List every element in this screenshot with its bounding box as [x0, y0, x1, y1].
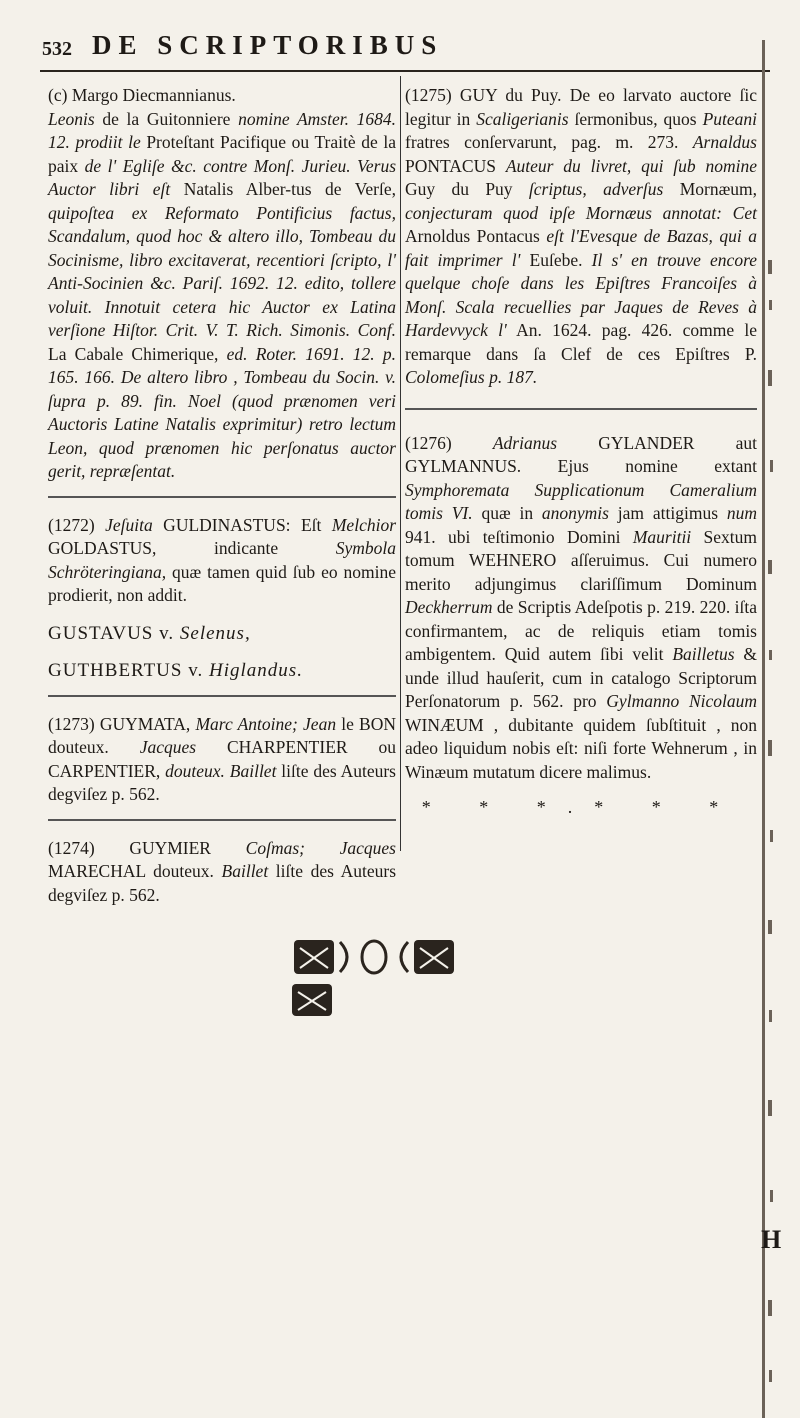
entry-1276-h: 941. ubi teſtimonio Domini — [405, 526, 633, 547]
section-rule — [48, 819, 396, 821]
entry-1272-number: (1272) — [48, 514, 95, 535]
entry-1276-a: Adrianus — [492, 432, 558, 453]
entry-1273-g: liſte des Auteurs degviſez p. 562. — [48, 760, 396, 804]
entry-1276-j: Sextum tomum WEHNERO aſſeruimus. Cui numero merito adjungimus clariſſimum Dominum — [405, 526, 757, 594]
entry-1272-c: Melchior — [331, 514, 397, 535]
entry-1272-a: Jeſuita — [105, 514, 153, 535]
entry-c — [48, 84, 396, 484]
entry-1275-b: Scaligerianis — [476, 108, 569, 129]
entry-c-name: Margo Diecmannianus. — [71, 85, 236, 105]
entry-1275-q: An. 1624. pag. 426. comme le remarque dans ſa Clef de ces Epiſtres P. — [405, 320, 757, 364]
guthbertus-ref: Higlandus. — [209, 660, 303, 681]
printers-ornament-icon — [274, 930, 474, 1030]
section-rule — [48, 496, 396, 498]
entry-1272-f: quæ tamen quid ſub eo nomine prodierit, non addit. — [48, 561, 396, 605]
entry-1272 — [48, 514, 396, 608]
entry-c-label: (c) — [48, 85, 68, 105]
entry-1275-r: Colomeſius p. 187. — [405, 367, 538, 387]
entry-1273-f: douteux. Baillet — [165, 760, 277, 781]
page-edge-bleed — [760, 40, 800, 1418]
entry-1275-p: Il s' en trouve encore quelque choſe dans les Epiſtres Francoiſes à Monſ. Scala recuellies par Jaques de Reves à Hardevvyck l' — [405, 249, 757, 340]
entry-1273-e: CHARPENTIER ou CARPENTIER, — [48, 737, 396, 781]
entry-c-text-2b: Proteſtant Pacifique ou Traitè de la paix — [48, 132, 396, 176]
entry-1273-c: le BON douteux. — [48, 713, 397, 757]
entry-1276-l: de Scriptis Adeſpotis p. 219. 220. iſta confirmantem, ac de reliquis etiam tomis ambigentem. Quid autem ſibi velit — [405, 597, 757, 664]
entry-1275-m: Arnoldus Pontacus — [405, 226, 547, 246]
column-divider — [400, 76, 401, 851]
edge-letter: H — [761, 1225, 782, 1254]
entry-1276-c: Symphoremata Supplicationum Cameralium tomis VI. — [405, 479, 757, 523]
entry-c-text-4: quipoſtea ex Reformato Pontificius factus, Scandalum, quod hoc & altero illo, Tombeau du Socinisme, libro excitaverat, recentiori ſcripto, l' Anti-Socinien &c. Pariſ. 1692. 12. edito, tollere voluit. Innotuit cetera hic Auctor ex Latina verſione Hiſtor. Crit. V. T. Rich. Simonis. Conf. — [48, 202, 396, 340]
entry-1274 — [48, 837, 396, 908]
entry-c-text-2a: 1684. 12. prodiit le — [48, 108, 397, 152]
entry-1276-i: Mauritii — [632, 526, 692, 547]
entry-1276-n: & unde illud hauſerit, cum in catalogo Scriptorum Perſonatorum p. 562. pro — [405, 644, 757, 711]
entry-1276 — [405, 432, 757, 785]
entry-c-text-2c: de l' Egliſe &c. contre Monſ. Jurieu. Verus Auctor libri eſt — [48, 155, 397, 199]
entry-1276-p: WINÆUM , dubitante quidem ſubſtituit , non adeo liquidum nobis eſt: niſi forte Wehnerum , in Winæum mutatum dicere malimus. — [405, 714, 757, 782]
entry-1274-b: Coſmas; Jacques — [245, 837, 396, 858]
entry-1275-e: fratres conſervarunt, pag. m. 273. — [405, 132, 693, 152]
entry-1276-d: quæ in — [472, 503, 542, 523]
guthbertus-v: v. — [182, 660, 210, 681]
entry-1276-g: num — [726, 503, 757, 523]
entry-guthbertus — [48, 659, 396, 683]
page-number: 532 — [42, 38, 72, 60]
entry-1274-d: Baillet — [221, 861, 269, 881]
entry-1275-d: Puteani — [702, 108, 757, 129]
edge-shadow-line — [762, 40, 765, 1418]
entry-c-text-1c: nomine Amster. — [238, 108, 349, 129]
entry-1272-d: GOLDASTUS, indicante — [48, 538, 336, 558]
entry-1276-m: Bailletus — [672, 644, 735, 664]
entry-1275-h: Auteur du livret, qui ſub nomine — [505, 155, 757, 176]
entry-1273 — [48, 713, 396, 807]
entry-1275-f: Arnaldus — [692, 132, 757, 152]
entry-1275-g: PONTACUS — [405, 155, 506, 176]
section-rule — [48, 695, 396, 697]
entry-c-text-5: La Cabale Chimerique, — [48, 343, 227, 364]
ornament-center-ring — [362, 941, 386, 973]
entry-1275-c: ſermonibus, quos — [568, 108, 703, 129]
entry-1275-number: (1275) — [405, 85, 452, 105]
ornament-right-paren — [401, 942, 408, 972]
entry-1272-e: Symbola Schröteringiana, — [48, 538, 396, 582]
gustavus-v: v. — [153, 622, 180, 644]
entry-1274-a: GUYMIER — [94, 837, 246, 858]
entry-1275-n: eſt l'Evesque de Bazas, qui a fait imprimer l' — [405, 226, 758, 270]
entry-1273-d: Jacques — [139, 737, 197, 757]
entry-1275-i: Guy du Puy — [405, 179, 529, 199]
entry-1276-k: Deckherrum — [405, 597, 493, 617]
entry-1273-b: Marc Antoine; Jean — [195, 713, 337, 734]
entry-c-text-1b: de la Guitonniere — [94, 108, 239, 129]
entry-1276-number: (1276) — [405, 432, 452, 453]
head-rule — [40, 70, 770, 72]
entry-1273-number: (1273) — [48, 713, 95, 734]
entry-1276-e: anonymis — [541, 503, 609, 523]
entry-1276-o: Gylmanno Nicolaum — [606, 691, 757, 711]
entry-1275-a: GUY du Puy. De eo larvato auctore ſic legitur in — [405, 85, 757, 129]
asterism: * * *.* * * — [421, 797, 741, 817]
entry-1273-a: GUYMATA, — [94, 713, 196, 734]
entry-c-text-3: Natalis Alber-tus de Verſe, — [170, 179, 396, 199]
section-rule — [405, 408, 757, 410]
entry-1275-l: conjecturam quod ipſe Mornæus annotat: Cet — [405, 202, 757, 223]
ornament-left-paren — [340, 942, 347, 972]
entry-1274-e: liſte des Auteurs degviſez p. 562. — [48, 861, 396, 905]
entry-c-text-1a: Leonis — [48, 108, 95, 129]
entry-c-text-6: ed. Roter. 1691. 12. p. 165. 166. De altero libro , Tombeau du Socin. v. ſupra p. 89. fin. Noel (quod prænomen veri Auctoris Latine Natalis exprimitur) retro lectum Leon, quod prænomen hic perſonatus auctor gerit, repræſentat. — [48, 343, 396, 481]
entry-1274-number: (1274) — [48, 837, 95, 858]
running-head: DE SCRIPTORIBUS — [92, 30, 444, 60]
gustavus-name: GUSTAVUS — [48, 622, 154, 644]
entry-1275 — [405, 84, 757, 390]
entry-1272-b: GULDINASTUS: Eſt — [152, 514, 332, 535]
right-column — [405, 84, 757, 820]
entry-1276-b: GYLANDER aut GYLMANNUS. Ejus nomine extant — [405, 432, 758, 476]
entry-gustavus — [48, 622, 396, 646]
entry-1275-k: Mornæum, — [663, 179, 757, 199]
entry-1276-f: jam attigimus — [608, 503, 727, 523]
gustavus-ref: Selenus, — [179, 622, 251, 644]
entry-1274-c: MARECHAL douteux. — [48, 861, 222, 881]
entry-1275-o: Euſebe. — [520, 249, 592, 270]
entry-1275-j: ſcriptus, adverſus — [528, 179, 664, 199]
left-column — [48, 84, 396, 907]
guthbertus-name: GUTHBERTUS — [48, 660, 183, 681]
